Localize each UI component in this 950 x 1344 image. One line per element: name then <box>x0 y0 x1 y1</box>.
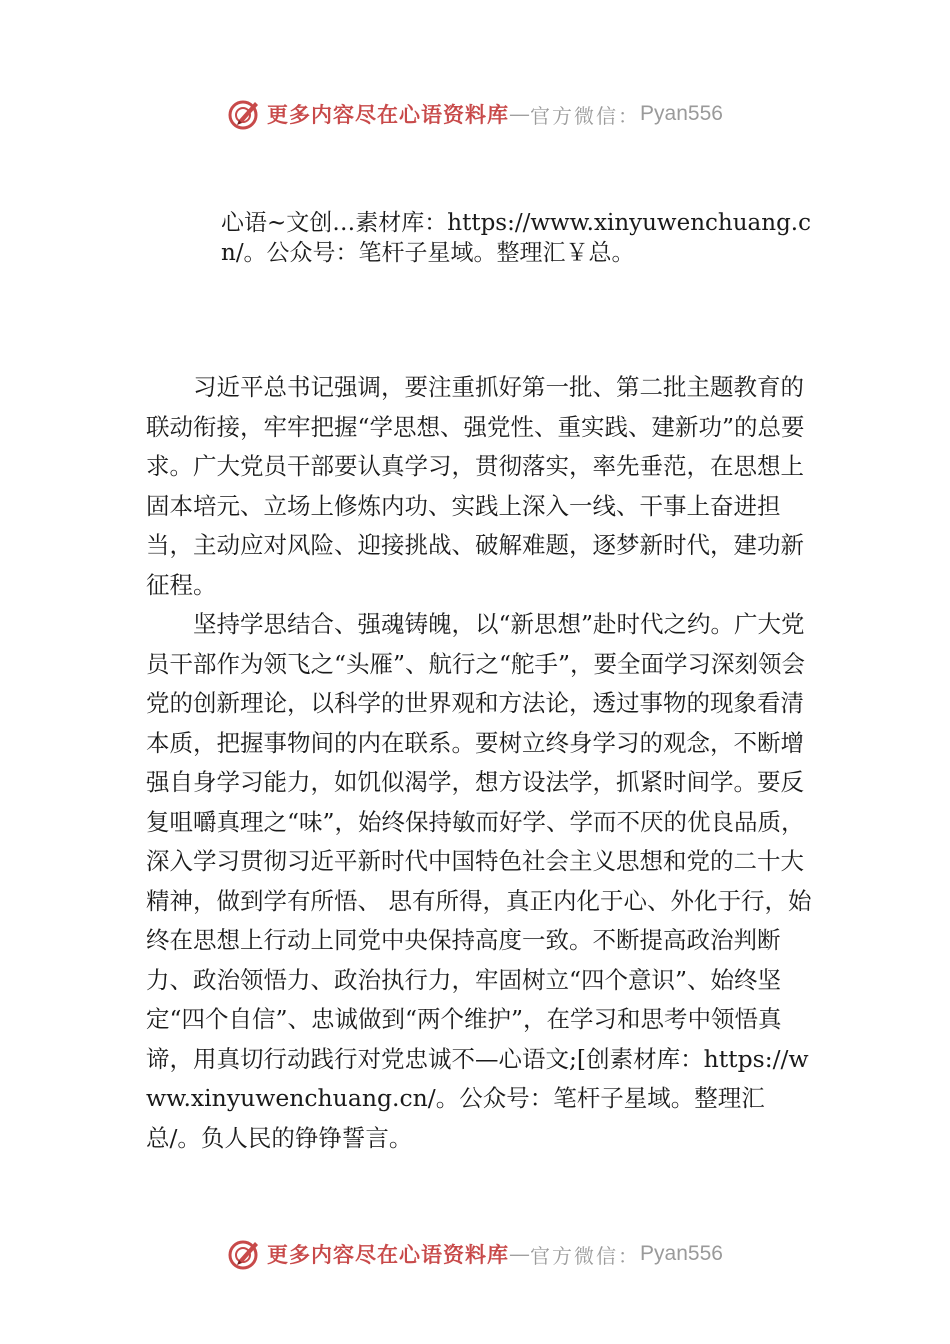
banner-title: 更多内容尽在心语资料库 <box>267 1242 510 1267</box>
banner-wechat-id: Pyan556 <box>640 102 723 125</box>
header-banner <box>0 92 950 136</box>
article-paragraph-1: 习近平总书记强调，要注重抓好第一批、第二批主题教育的联动衔接，牢牢把握“学思想、强党性、重实践、建新功”的总要求。广大党员干部要认真学习，贯彻落实，率先垂范，在思想上固本培元、立场上修炼内功、实践上深入一线、干事上奋进担当，主动应对风险、迎接挑战、破解难题，逐梦新时代，建功新征程。 <box>146 373 805 599</box>
banner-wechat-label: 官方微信： <box>530 103 641 128</box>
banner-separator: — <box>509 102 531 126</box>
pen-logo-icon <box>227 1236 263 1272</box>
pen-logo-icon <box>227 96 263 132</box>
banner-wechat-id: Pyan556 <box>640 1242 723 1265</box>
banner-separator: — <box>509 1242 531 1266</box>
article-body <box>146 368 812 1158</box>
source-note: 心语~文创…素材库：https://www.xinyuwenchuang.cn/。公众号：笔杆子星域。整理汇￥总。 <box>221 210 811 266</box>
footer-banner <box>0 1232 950 1276</box>
banner-wechat-label: 官方微信： <box>530 1243 641 1268</box>
banner-title: 更多内容尽在心语资料库 <box>267 102 510 127</box>
article-paragraph-2: 坚持学思结合、强魂铸魄，以“新思想”赴时代之约。广大党员干部作为领飞之“头雁”、航行之“舵手”，要全面学习深刻领会党的创新理论，以科学的世界观和方法论，透过事物的现象看清本质，把握事物间的内在联系。要树立终身学习的观念，不断增强自身学习能力，如饥似渴学，想方设法学，抓紧时间学。要反复咀嚼真理之“味”，始终保持敏而好学、学而不厌的优良品质，深入学习贯彻习近平新时代中国特色社会主义思想和党的二十大精神，做到学有所悟、 思有所得，真正内化于心、外化于行，始终在思想上行动上同党中央保持高度一致。不断提高政治判断力、政治领悟力、政治执行力，牢固树立“四个意识”、始终坚定“四个自信”、忠诚做到“两个维护”，在学习和思考中领悟真谛，用真切行动践行对党忠诚不—心语文;[创素材库：https://www.xinyuwenchuang.cn/。公众号：笔杆子星域。整理汇总/。负人民的铮铮誓言。 <box>146 610 812 1152</box>
